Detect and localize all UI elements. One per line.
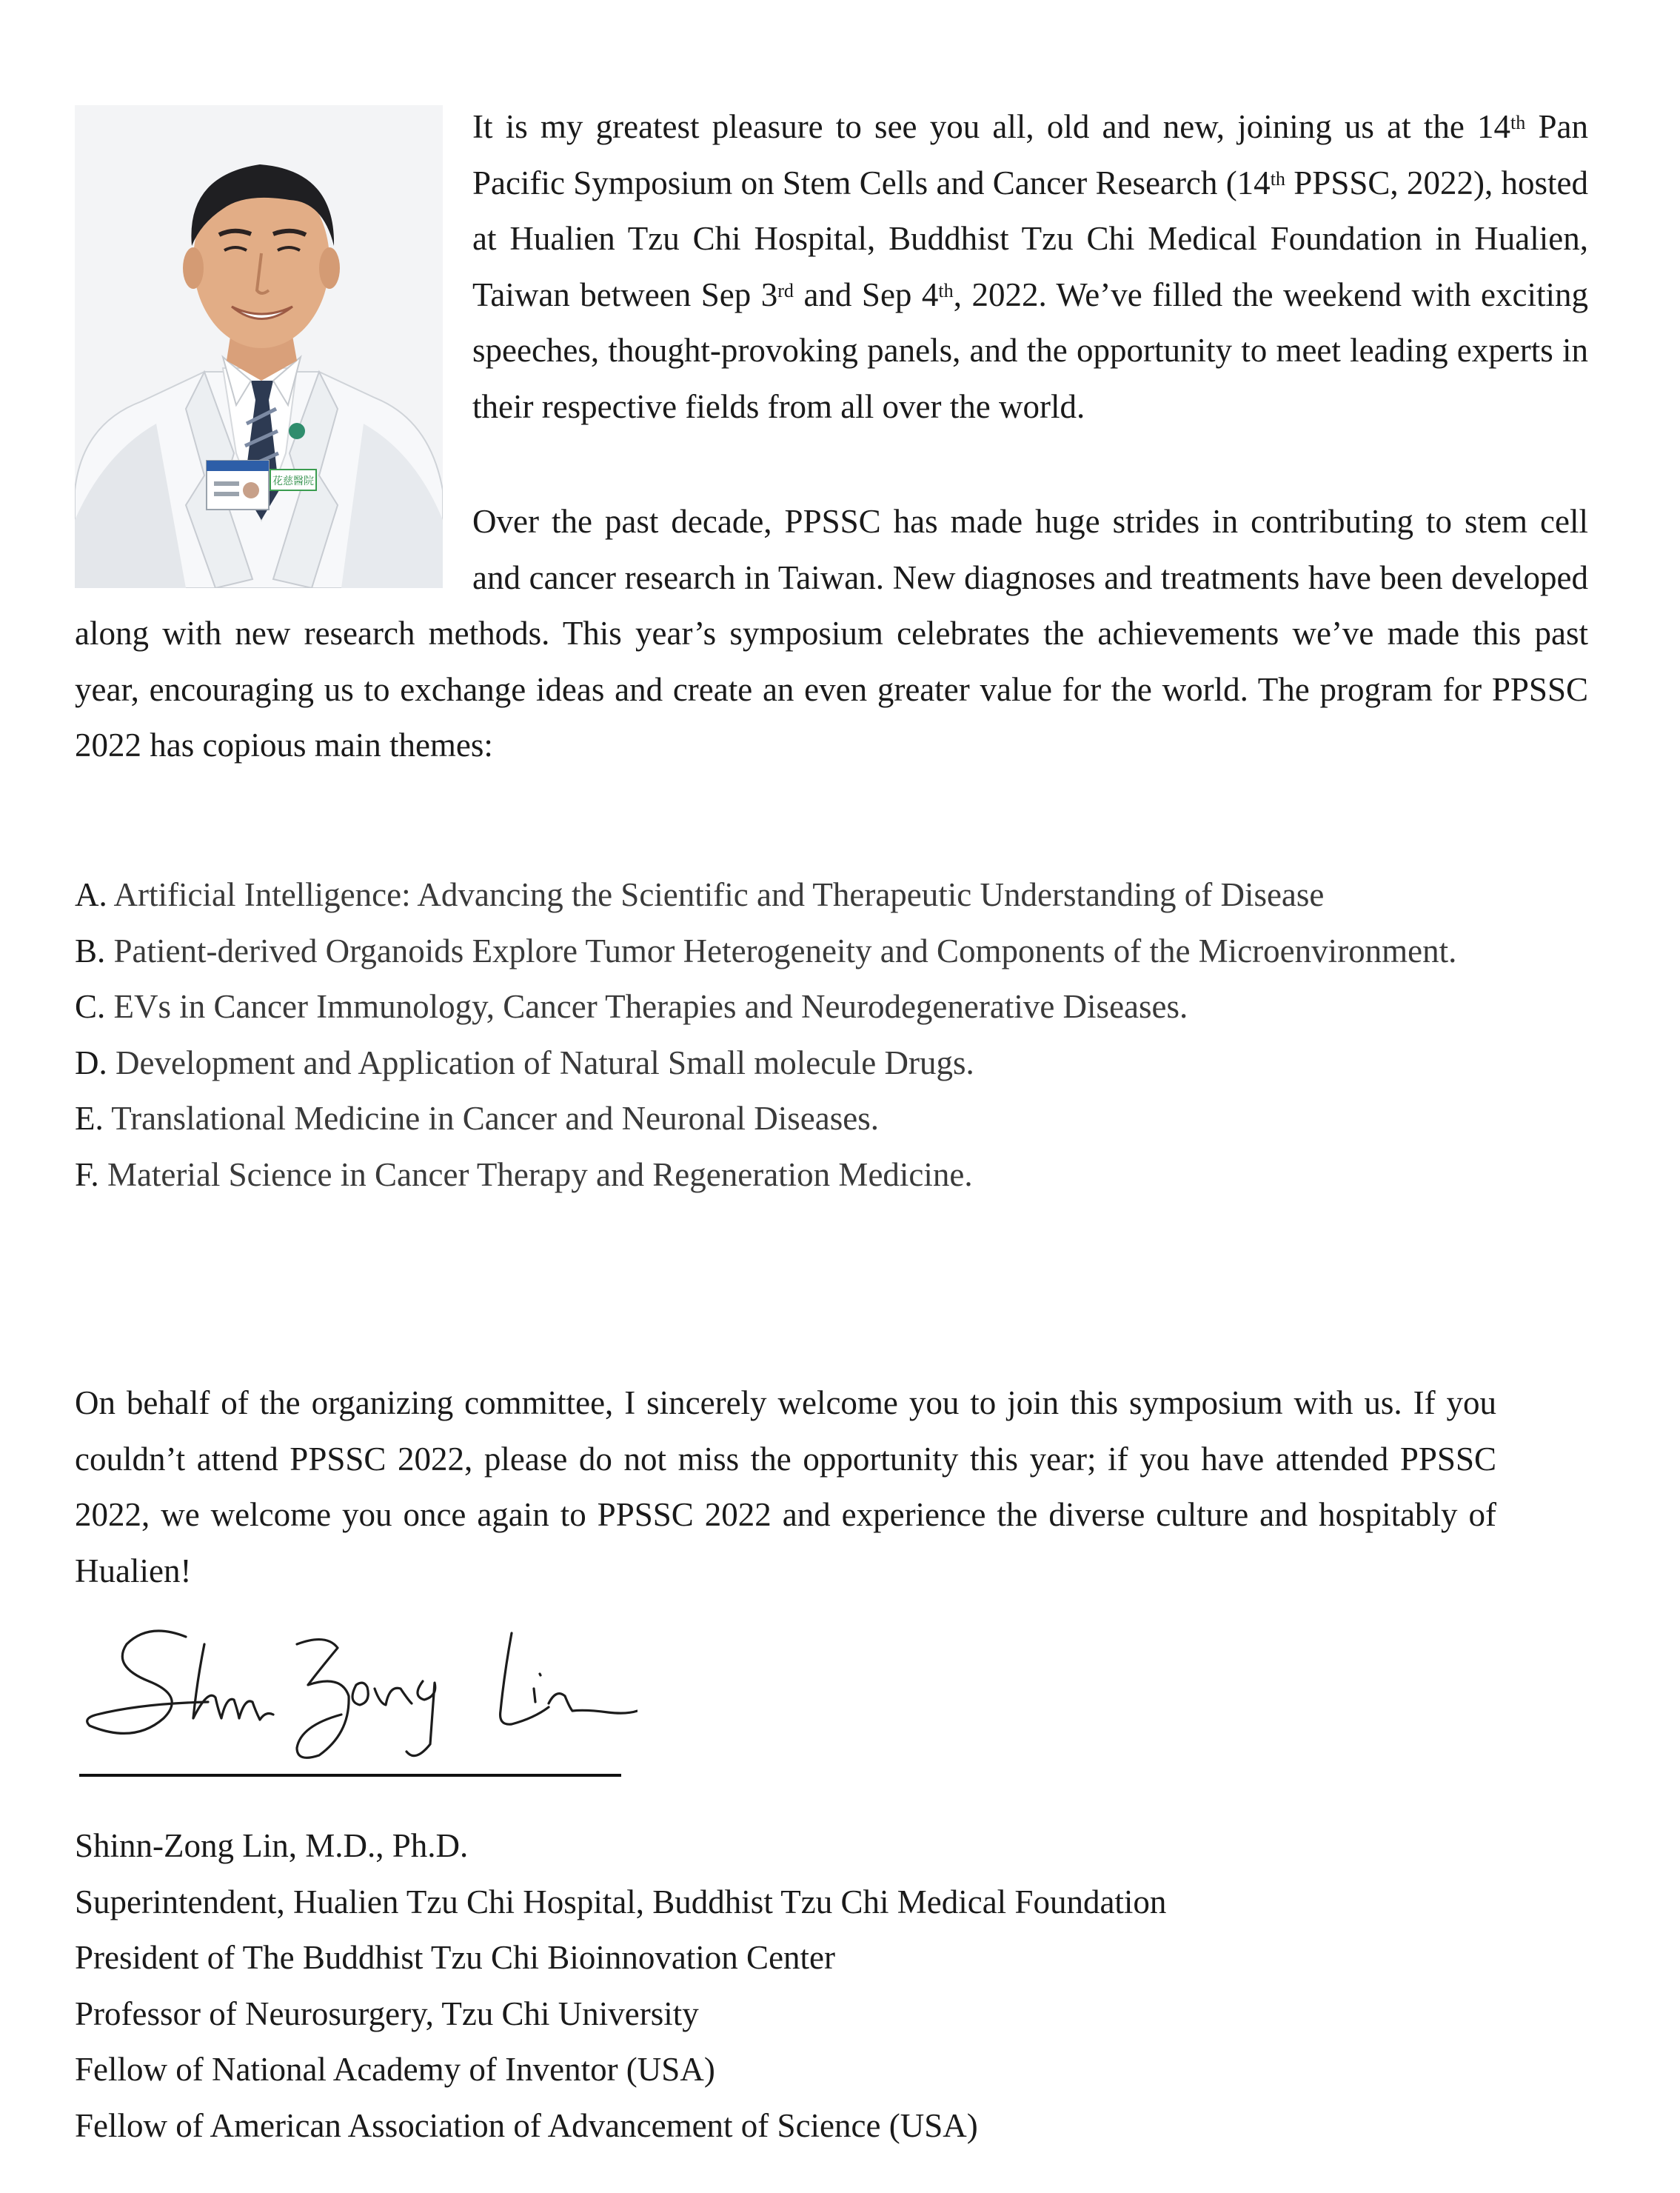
theme-item-f: F. Material Science in Cancer Therapy and Regeneration Medicine. — [75, 1155, 973, 1193]
closing-paragraph: On behalf of the organizing committee, I sincerely welcome you to join this symposium with us. If you couldn’t attend PPSSC 2022, please do not miss the opportunity this year; if you have attended PPSSC 2022, we welcome you once again to PPSSC 2022 and experience the diverse culture and hospitably of Hualien! — [75, 1384, 1496, 1589]
author-title-1: Superintendent, Hualien Tzu Chi Hospital, Buddhist Tzu Chi Medical Foundation — [75, 1883, 1167, 1920]
theme-item-c: C. EVs in Cancer Immunology, Cancer Therapies and Neurodegenerative Diseases. — [75, 988, 1188, 1025]
progress-paragraph: Over the past decade, PPSSC has made huge strides in contributing to stem cell and cancer research in Taiwan. New diagnoses and treatments have been developed along with new research methods. This year’s symposium celebrates the achievements we’ve made this past year, encouraging us to exchange ideas and create an even greater value for the world. The program for PPSSC 2022 has copious main themes: — [75, 503, 1588, 764]
intro-paragraph: It is my greatest pleasure to see you all, old and new, joining us at the 14th Pan Pacific Symposium on Stem Cells and Cancer Research (14th PPSSC, 2022), hosted at Hualien Tzu Chi Hospital, Buddhist Tzu Chi Medical Foundation in Hualien, Taiwan between Sep 3rd and Sep 4th, 2022. We’ve filled the weekend with exciting speeches, thought-provoking panels, and the opportunity to meet leading experts in their respective fields from all over the world. — [472, 108, 1589, 425]
handwritten-signature — [75, 1615, 637, 1763]
author-title-3: Professor of Neurosurgery, Tzu Chi University — [75, 1995, 699, 2032]
closing-section — [75, 1375, 1496, 1599]
theme-item-d: D. Development and Application of Natural Small molecule Drugs. — [75, 1044, 974, 1081]
intro-section — [75, 99, 1588, 774]
theme-item-a: A. Artificial Intelligence: Advancing the Scientific and Therapeutic Understanding of Disease — [75, 876, 1325, 913]
author-portrait — [75, 105, 443, 588]
theme-item-b: B. Patient-derived Organoids Explore Tumor Heterogeneity and Components of the Microenvironment. — [75, 932, 1457, 969]
byline — [75, 1818, 1588, 2154]
theme-item-e: E. Translational Medicine in Cancer and Neuronal Diseases. — [75, 1100, 879, 1137]
themes-list — [75, 867, 1588, 1203]
signature-rule — [79, 1774, 621, 1777]
author-title-5: Fellow of American Association of Advancement of Science (USA) — [75, 2106, 978, 2144]
author-name: Shinn-Zong Lin, M.D., Ph.D. — [75, 1827, 469, 1864]
author-title-4: Fellow of National Academy of Inventor (USA) — [75, 2051, 715, 2088]
badge-label: 花慈醫院 — [272, 475, 314, 487]
author-title-2: President of The Buddhist Tzu Chi Bioinnovation Center — [75, 1939, 836, 1976]
